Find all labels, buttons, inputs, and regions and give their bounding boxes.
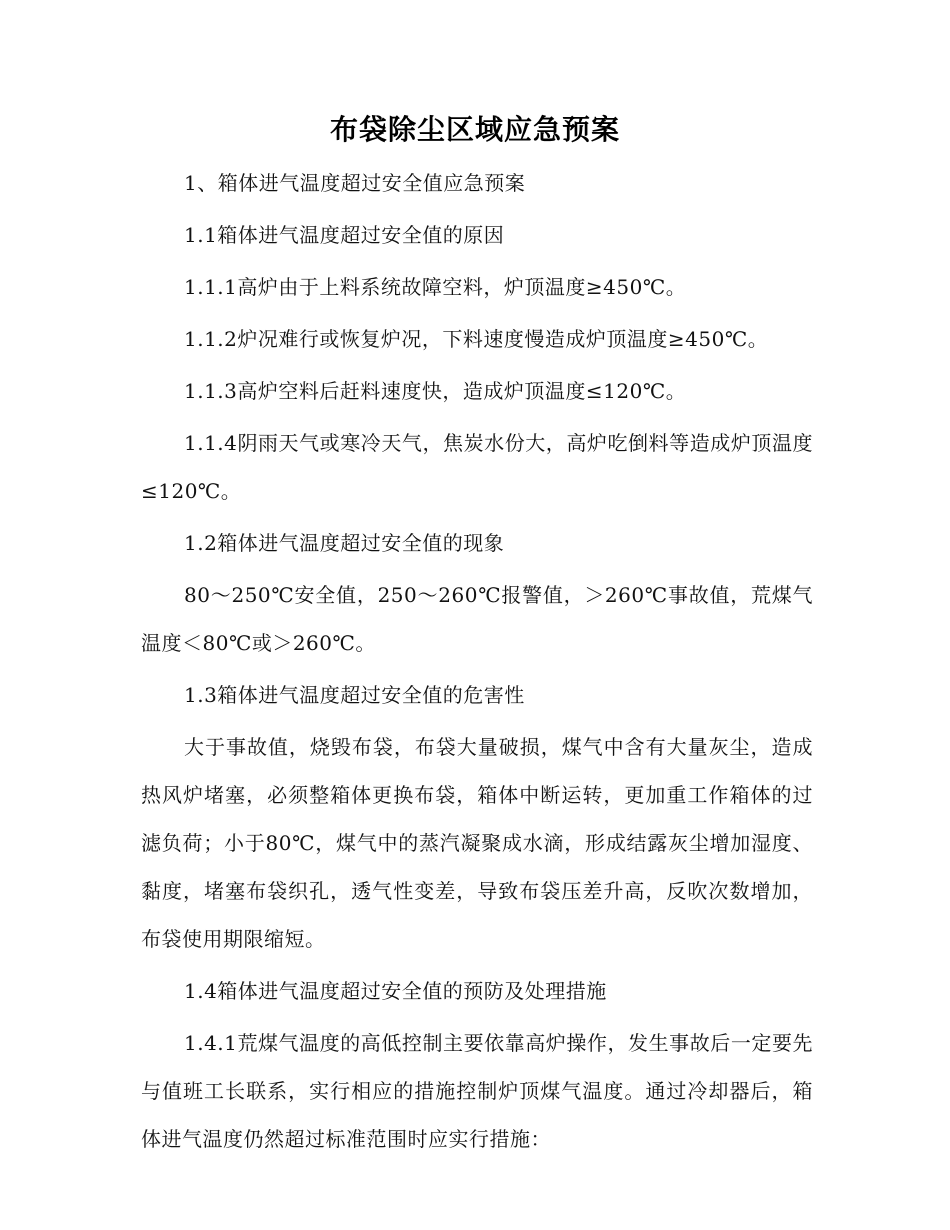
paragraph-1-4-1: 1.4.1荒煤气温度的高低控制主要依靠高炉操作，发生事故后一定要先与值班工长联系，实行相应的措施控制炉顶煤气温度。通过冷却器后，箱体进气温度仍然超过标准范围时应实行措施：: [141, 1031, 813, 1151]
paragraph-1-1-2: 1.1.2炉况难行或恢复炉况，下料速度慢造成炉顶温度≥450℃。: [184, 327, 769, 351]
paragraph-temperature-ranges: 80～250℃安全值，250～260℃报警值，＞260℃事故值，荒煤气温度＜80℃或＞260℃。: [141, 583, 813, 655]
paragraph-hazards: 大于事故值，烧毁布袋，布袋大量破损，煤气中含有大量灰尘，造成热风炉堵塞，必须整箱体更换布袋，箱体中断运转，更加重工作箱体的过滤负荷；小于80℃，煤气中的蒸汽凝聚成水滴，形成结露灰尘增加湿度、黏度，堵塞布袋织孔，透气性变差，导致布袋压差升高，反吹次数增加，布袋使用期限缩短。: [141, 735, 813, 951]
section-heading-1-1: 1.1箱体进气温度超过安全值的原因: [184, 223, 505, 247]
document-title: 布袋除尘区域应急预案: [329, 113, 620, 146]
section-heading-1-3: 1.3箱体进气温度超过安全值的危害性: [184, 683, 525, 707]
paragraph-1-1-4: 1.1.4阴雨天气或寒冷天气，焦炭水份大，高炉吃倒料等造成炉顶温度≤120℃。: [141, 431, 813, 503]
paragraph-1-1-3: 1.1.3高炉空料后赶料速度快，造成炉顶温度≤120℃。: [184, 379, 687, 403]
section-heading-1-2: 1.2箱体进气温度超过安全值的现象: [184, 531, 505, 555]
document-body: [141, 159, 813, 1167]
paragraph-1-1-1: 1.1.1高炉由于上料系统故障空料，炉顶温度≥450℃。: [184, 275, 687, 299]
section-heading-1: 1、箱体进气温度超过安全值应急预案: [184, 171, 526, 195]
section-heading-1-4: 1.4箱体进气温度超过安全值的预防及处理措施: [184, 979, 607, 1003]
